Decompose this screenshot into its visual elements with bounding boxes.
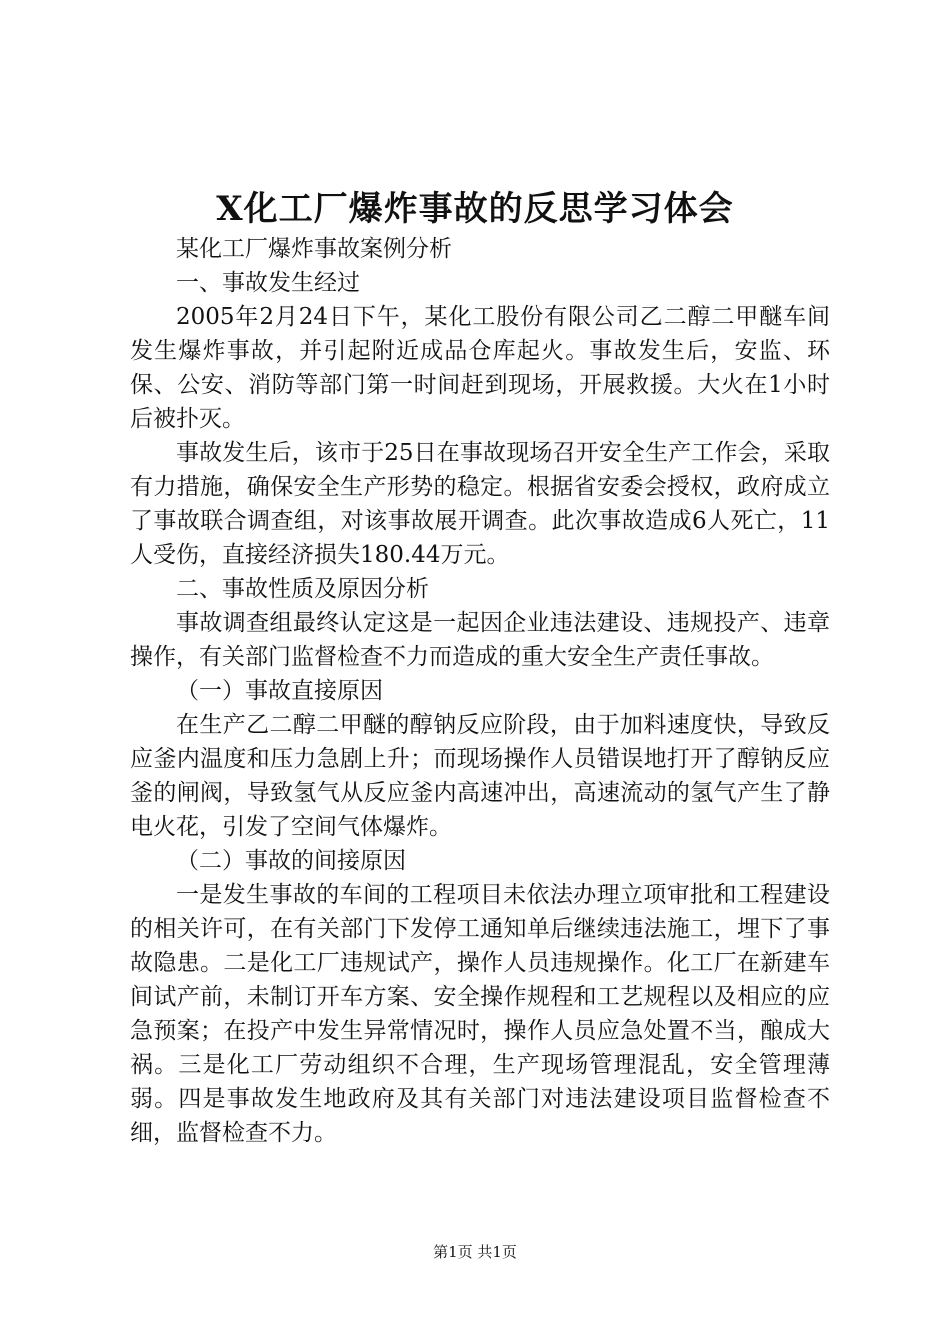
paragraph-case-title: 某化工厂爆炸事故案例分析 <box>176 236 452 262</box>
document-title: X化工厂爆炸事故的反思学习体会 <box>216 189 734 229</box>
paragraph-conclusion: 事故调查组最终认定这是一起因企业违法建设、违规投产、违章操作，有关部门监督检查不力而造成的重大安全生产责任事故。 <box>130 610 830 670</box>
document-body <box>130 232 830 1150</box>
paragraph-direct-cause: 在生产乙二醇二甲醚的醇钠反应阶段，由于加料速度快，导致反应釜内温度和压力急剧上升；而现场操作人员错误地打开了醇钠反应釜的闸阀，导致氢气从反应釜内高速冲出，高速流动的氢气产生了静电火花，引发了空间气体爆炸。 <box>130 712 830 840</box>
paragraph-indirect-cause: 一是发生事故的车间的工程项目未依法办理立项审批和工程建设的相关许可，在有关部门下发停工通知单后继续违法施工，埋下了事故隐患。二是化工厂违规试产，操作人员违规操作。化工厂在新建车间试产前，未制订开车方案、安全操作规程和工艺规程以及相应的应急预案；在投产中发生异常情况时，操作人员应急处置不当，酿成大祸。三是化工厂劳动组织不合理，生产现场管理混乱，安全管理薄弱。四是事故发生地政府及其有关部门对违法建设项目监督检查不细，监督检查不力。 <box>130 882 830 1146</box>
paragraph-response: 事故发生后，该市于25日在事故现场召开安全生产工作会，采取有力措施，确保安全生产形势的稳定。根据省安委会授权，政府成立了事故联合调查组，对该事故展开调查。此次事故造成6人死亡，11人受伤，直接经济损失180.44万元。 <box>130 440 830 568</box>
paragraph-event: 2005年2月24日下午，某化工股份有限公司乙二醇二甲醚车间发生爆炸事故，并引起附近成品仓库起火。事故发生后，安监、环保、公安、消防等部门第一时间赶到现场，开展救援。大火在1小时后被扑灭。 <box>130 304 830 432</box>
section-heading-1: 一、事故发生经过 <box>176 270 360 296</box>
subheading-direct-cause: （一）事故直接原因 <box>176 678 383 704</box>
section-heading-2: 二、事故性质及原因分析 <box>176 576 429 602</box>
page-number: 第1页 共1页 <box>433 1243 517 1261</box>
subheading-indirect-cause: （二）事故的间接原因 <box>176 848 406 874</box>
